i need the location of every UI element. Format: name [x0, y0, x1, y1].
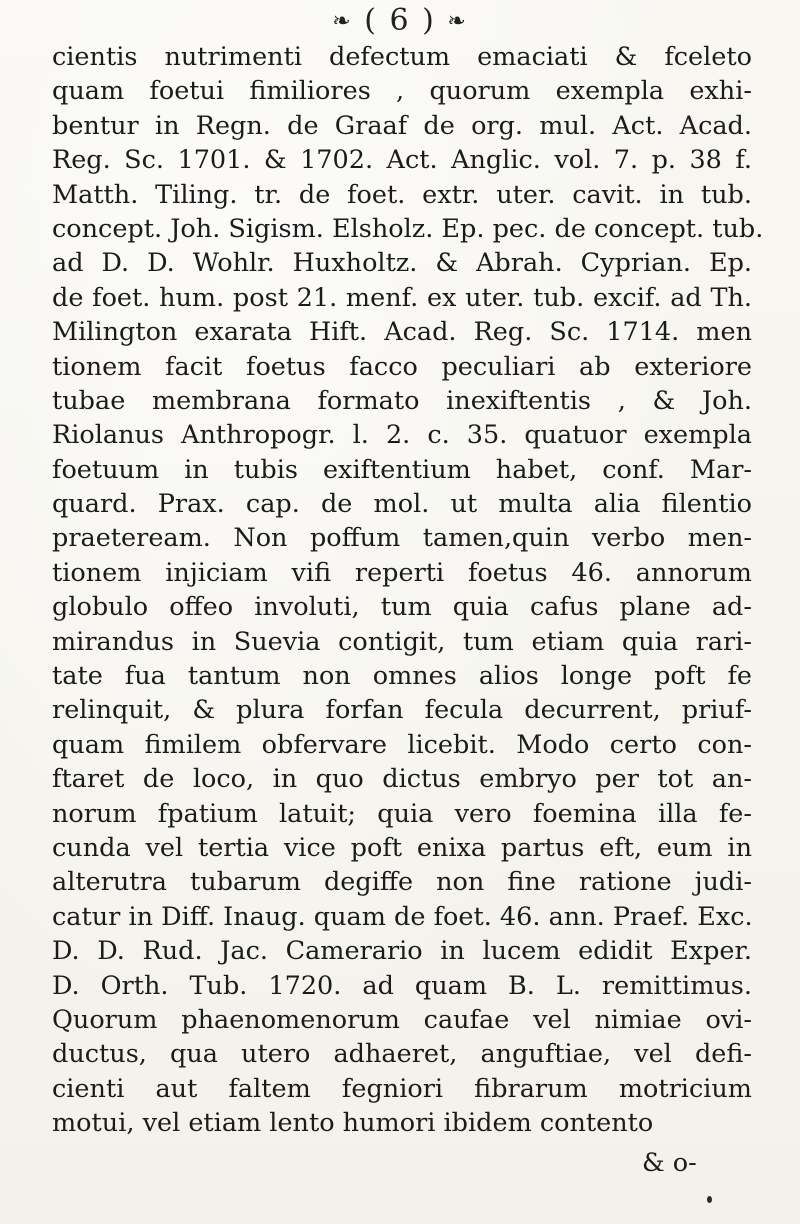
text-line: tionem facit foetus facco peculiari ab exteriore [52, 351, 752, 382]
text-line: D. D. Rud. Jac. Camerario in lucem edidit Exper. [52, 936, 752, 967]
page-header [0, 3, 800, 38]
text-line: quam foetui fimiliores , quorum exempla exhi- [52, 76, 752, 107]
text-line: cientis nutrimenti defectum emaciati & fceleto [52, 42, 752, 72]
text-line: motui, vel etiam lento humori ibidem contento [52, 1108, 654, 1139]
text-line: Quorum phaenomenorum caufae vel nimiae ovi- [52, 1004, 752, 1035]
page-number: ( 6 ) [364, 3, 436, 38]
text-line: cienti aut faltem fegniori fibrarum motricium [52, 1073, 752, 1104]
text-line: globulo offeo involuti, tum quia cafus plane ad- [52, 592, 752, 623]
body-text [52, 40, 764, 1141]
text-line: Matth. Tiling. tr. de foet. extr. uter. cavit. in tub. [52, 179, 752, 210]
text-line: Riolanus Anthropogr. l. 2. c. 35. quatuor exempla [52, 420, 752, 451]
catchword: & o- [642, 1148, 697, 1178]
ornament-left-icon: ❧ [332, 9, 353, 34]
text-line: praeteream. Non poffum tamen,quin verbo men- [52, 523, 752, 554]
text-line: relinquit, & plura forfan fecula decurrent, priuf- [52, 695, 752, 726]
text-line: quard. Prax. cap. de mol. ut multa alia filentio [52, 489, 752, 520]
text-line: cunda vel tertia vice poft enixa partus eft, eum in [52, 832, 752, 863]
text-line: ftaret de loco, in quo dictus embryo per tot an- [52, 764, 752, 795]
ink-speck [707, 1196, 712, 1203]
text-line: D. Orth. Tub. 1720. ad quam B. L. remittimus. [52, 970, 752, 1001]
text-line: Milington exarata Hift. Acad. Reg. Sc. 1714. men [52, 317, 752, 348]
text-line: tate fua tantum non omnes alios longe poft fe [52, 661, 752, 692]
ornament-right-icon: ❧ [447, 9, 468, 34]
text-line: bentur in Regn. de Graaf de org. mul. Act. Acad. [52, 110, 752, 141]
text-line: tionem injiciam vifi reperti foetus 46. annorum [52, 557, 752, 588]
text-line: tubae membrana formato inexiftentis , & Joh. [52, 385, 752, 416]
text-line: de foet. hum. post 21. menf. ex uter. tub. excif. ad Th. [52, 282, 752, 313]
text-line: norum fpatium latuit; quia vero foemina illa fe- [52, 798, 752, 829]
text-line: catur in Diff. Inaug. quam de foet. 46. ann. Praef. Exc. [52, 901, 753, 932]
text-line: Reg. Sc. 1701. & 1702. Act. Anglic. vol. 7. p. 38 f. [52, 145, 752, 176]
text-line: ad D. D. Wohlr. Huxholtz. & Abrah. Cyprian. Ep. [52, 248, 752, 279]
text-line: quam fimilem obfervare licebit. Modo certo con- [52, 729, 752, 760]
text-line: alterutra tubarum degiffe non fine ratione judi- [52, 867, 752, 898]
text-line: ductus, qua utero adhaeret, anguftiae, vel defi- [52, 1039, 752, 1070]
text-line: mirandus in Suevia contigit, tum etiam quia rari- [52, 626, 752, 657]
text-line: concept. Joh. Sigism. Elsholz. Ep. pec. de concept. tub. [52, 213, 764, 244]
text-line: foetuum in tubis exiftentium habet, conf. Mar- [52, 454, 752, 485]
